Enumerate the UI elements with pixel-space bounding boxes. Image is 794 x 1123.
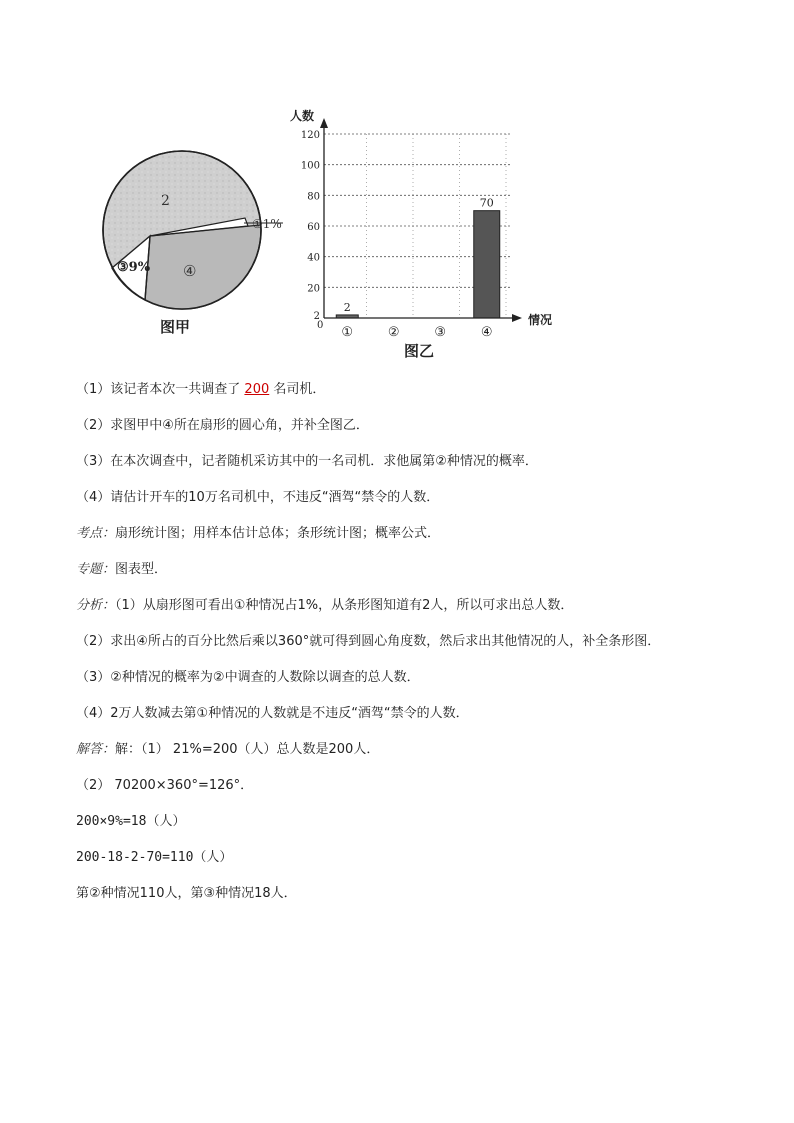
y-axis-arrow bbox=[320, 118, 328, 128]
y-tick-label: 2 bbox=[313, 310, 320, 322]
bar bbox=[474, 211, 500, 318]
solution-line-1: 解：（1） 21%=200（人）总人数是200人． bbox=[115, 742, 380, 757]
bar-data-label: 2 bbox=[343, 300, 351, 314]
y-tick-label: 20 bbox=[307, 283, 320, 295]
bar-marks bbox=[336, 197, 500, 318]
zhuanti-label: 专题： bbox=[76, 562, 116, 577]
bar-categories bbox=[341, 325, 492, 340]
y-tick-label: 60 bbox=[307, 222, 320, 233]
question-1-prefix: （1）该记者本次一共调查了 bbox=[76, 382, 241, 397]
y-tick-label: 120 bbox=[300, 130, 320, 141]
y-tick-label: 100 bbox=[300, 160, 320, 172]
pie-chart bbox=[103, 151, 283, 336]
y-tick-label: 40 bbox=[307, 252, 320, 264]
bar-caption: 图乙 bbox=[404, 342, 435, 360]
question-1-suffix: 名司机． bbox=[273, 382, 326, 397]
pie-sector-4 bbox=[145, 225, 260, 309]
kaodian-line bbox=[76, 522, 440, 541]
question-3: （3）在本次调查中，记者随机采访其中的一名司机．求他属第②种情况的概率． bbox=[76, 454, 538, 469]
bar-chart bbox=[290, 108, 552, 360]
figure-area bbox=[0, 0, 794, 370]
fenxi-label: 分析： bbox=[76, 598, 116, 613]
pie-label-4: ④ bbox=[183, 262, 197, 280]
jieda-label: 解答： bbox=[76, 742, 116, 757]
bar-ticks bbox=[301, 130, 320, 322]
y-axis-title: 人数 bbox=[290, 109, 315, 123]
pie-label-2: 2 bbox=[161, 193, 170, 209]
x-axis-title: 情况 bbox=[528, 313, 553, 327]
kaodian-text: 扇形统计图；用样本估计总体；条形统计图；概率公式． bbox=[115, 526, 441, 541]
solution-line-2: （2） 70200×360°=126°． bbox=[76, 778, 254, 793]
x-tick-label: ③ bbox=[434, 325, 447, 340]
fenxi-line-1 bbox=[76, 594, 573, 613]
bar-data-label: 70 bbox=[479, 196, 494, 210]
question-4: （4）请估计开车的10万名司机中，不违反“酒驾“禁令的人数． bbox=[76, 490, 440, 505]
pie-label-1: ①1% bbox=[252, 217, 282, 231]
x-tick-label: ② bbox=[387, 325, 400, 340]
solution-line-4: 200-18-2-70=110（人） bbox=[76, 850, 233, 865]
pie-caption: 图甲 bbox=[160, 318, 191, 336]
fenxi-line-3: （3）②种情况的概率为②中调查的人数除以调查的总人数． bbox=[76, 670, 420, 685]
pie-label-3: ③9% bbox=[117, 260, 151, 275]
solution-line-5: 第②种情况110人，第③种情况18人． bbox=[76, 886, 297, 901]
fenxi-line-2: （2）求出④所占的百分比然后乘以360°就可得到圆心角度数，然后求出其他情况的人，补全条形图． bbox=[76, 634, 661, 649]
zhuanti-line bbox=[76, 558, 167, 577]
jieda-line-1 bbox=[76, 738, 379, 757]
x-axis-arrow bbox=[512, 314, 522, 322]
question-1 bbox=[76, 378, 325, 397]
question-2: （2）求图甲中④所在扇形的圆心角，并补全图乙． bbox=[76, 418, 369, 433]
fenxi-line-4: （4）2万人数减去第①种情况的人数就是不违反“酒驾“禁令的人数． bbox=[76, 706, 469, 721]
figures-svg bbox=[0, 0, 794, 370]
question-1-answer: 200 bbox=[244, 382, 270, 397]
kaodian-label: 考点： bbox=[76, 526, 116, 541]
fenxi-text-1: （1）从扇形图可看出①种情况占1%，从条形图知道有2人，所以可求出总人数． bbox=[115, 598, 574, 613]
zhuanti-text: 图表型． bbox=[115, 562, 168, 577]
origin-label: 0 bbox=[317, 320, 324, 331]
x-tick-label: ④ bbox=[480, 325, 493, 340]
y-tick-label: 80 bbox=[307, 191, 320, 203]
x-tick-label: ① bbox=[341, 325, 354, 340]
solution-line-3: 200×9%=18（人） bbox=[76, 814, 186, 829]
